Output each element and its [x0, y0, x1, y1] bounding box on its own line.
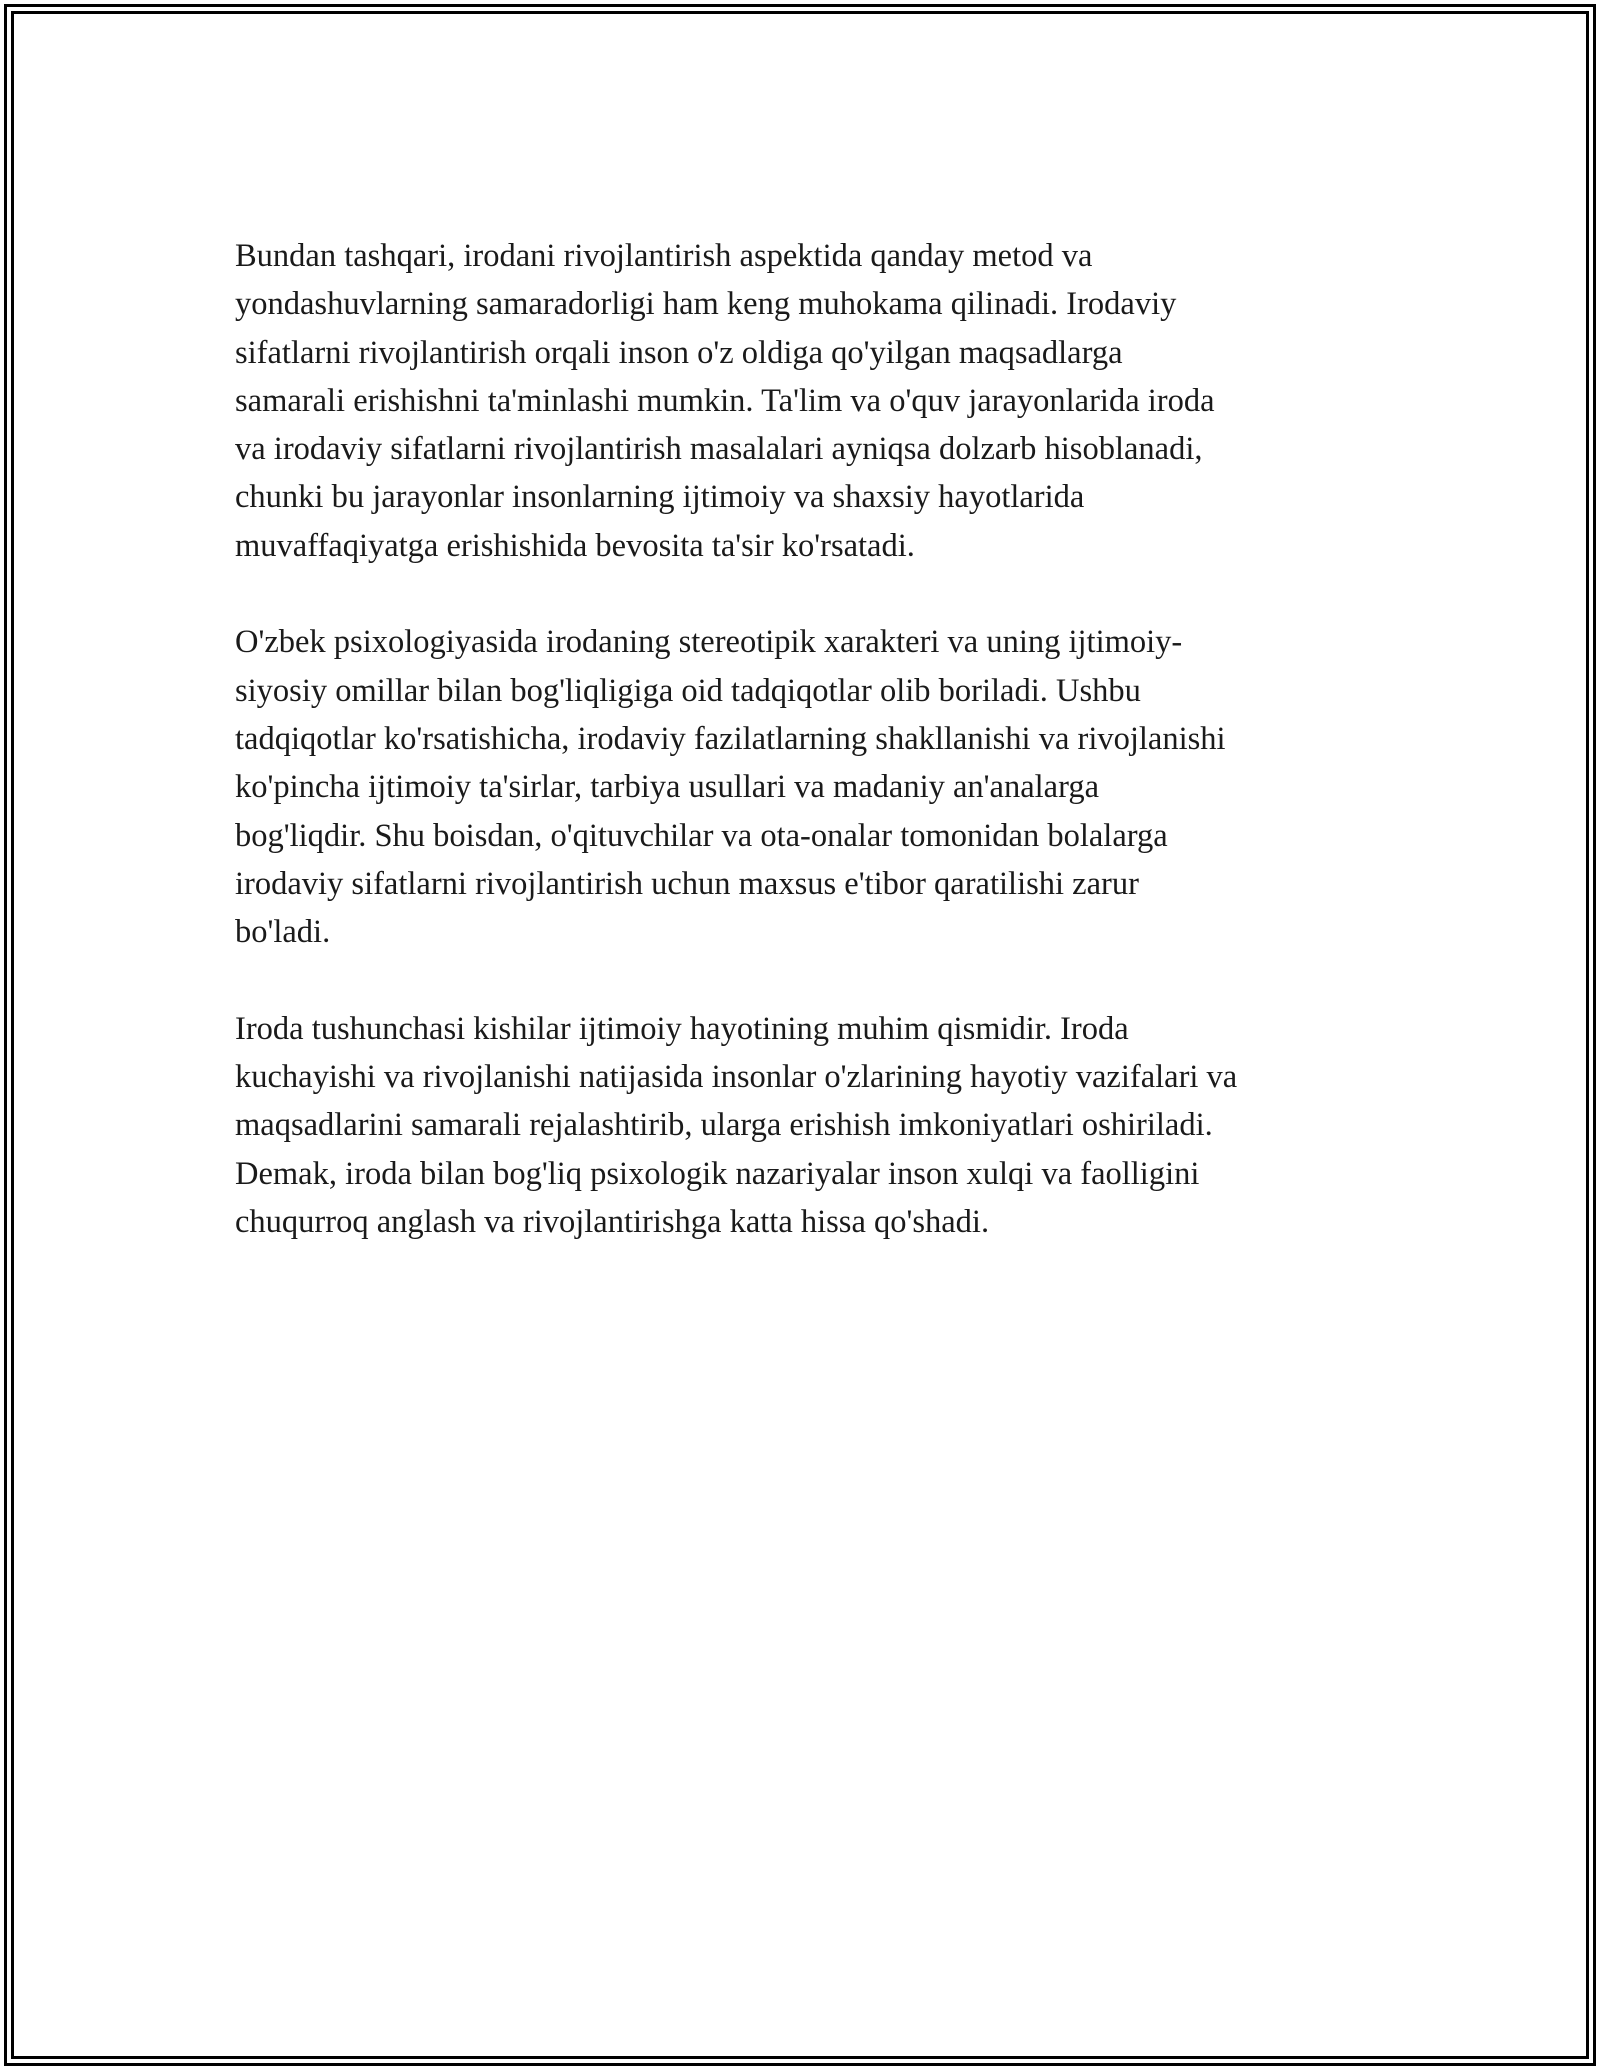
text-line: tadqiqotlar ko'rsatishicha, irodaviy fazilatlarning shakllanishi va rivojlanishi	[235, 720, 1226, 757]
paragraph-2	[235, 618, 1375, 956]
paragraph-1	[235, 232, 1375, 570]
text-line: ko'pincha ijtimoiy ta'sirlar, tarbiya usullari va madaniy an'analarga	[235, 769, 1099, 806]
text-line: Bundan tashqari, irodani rivojlantirish aspektida qanday metod va	[235, 238, 1093, 274]
text-line: muvaffaqiyatga erishishida bevosita ta'sir ko'rsatadi.	[235, 527, 915, 564]
text-line: samarali erishishni ta'minlashi mumkin. Ta'lim va o'quv jarayonlarida iroda	[235, 382, 1215, 419]
text-line: bog'liqdir. Shu boisdan, o'qituvchilar va ota-onalar tomonidan bolalarga	[235, 817, 1168, 854]
paragraph-3	[235, 1005, 1375, 1246]
text-line: kuchayishi va rivojlanishi natijasida insonlar o'zlarining hayotiy vazifalari va	[235, 1059, 1238, 1096]
text-line: chunki bu jarayonlar insonlarning ijtimoiy va shaxsiy hayotlarida	[235, 479, 1085, 516]
text-line: sifatlarni rivojlantirish orqali inson o'z oldiga qo'yilgan maqsadlarga	[235, 334, 1123, 371]
text-line: Demak, iroda bilan bog'liq psixologik nazariyalar inson xulqi va faolligini	[235, 1155, 1200, 1192]
text-line: chuqurroq anglash va rivojlantirishga katta hissa qo'shadi.	[235, 1203, 990, 1240]
text-line: irodaviy sifatlarni rivojlantirish uchun maxsus e'tibor qaratilishi zarur	[235, 865, 1139, 902]
text-line: bo'ladi.	[235, 914, 331, 951]
text-line: maqsadlarini samarali rejalashtirib, ularga erishish imkoniyatlari oshiriladi.	[235, 1107, 1213, 1144]
document-body	[235, 232, 1375, 1295]
text-line: O'zbek psixologiyasida irodaning stereotipik xarakteri va uning ijtimoiy-	[235, 624, 1183, 661]
text-line: yondashuvlarning samaradorligi ham keng muhokama qilinadi. Irodaviy	[235, 286, 1177, 323]
text-line: siyosiy omillar bilan bog'liqligiga oid tadqiqotlar olib boriladi. Ushbu	[235, 672, 1141, 709]
text-line: Iroda tushunchasi kishilar ijtimoiy hayotining muhim qismidir. Iroda	[235, 1010, 1129, 1047]
text-line: va irodaviy sifatlarni rivojlantirish masalalari ayniqsa dolzarb hisoblanadi,	[235, 431, 1203, 468]
